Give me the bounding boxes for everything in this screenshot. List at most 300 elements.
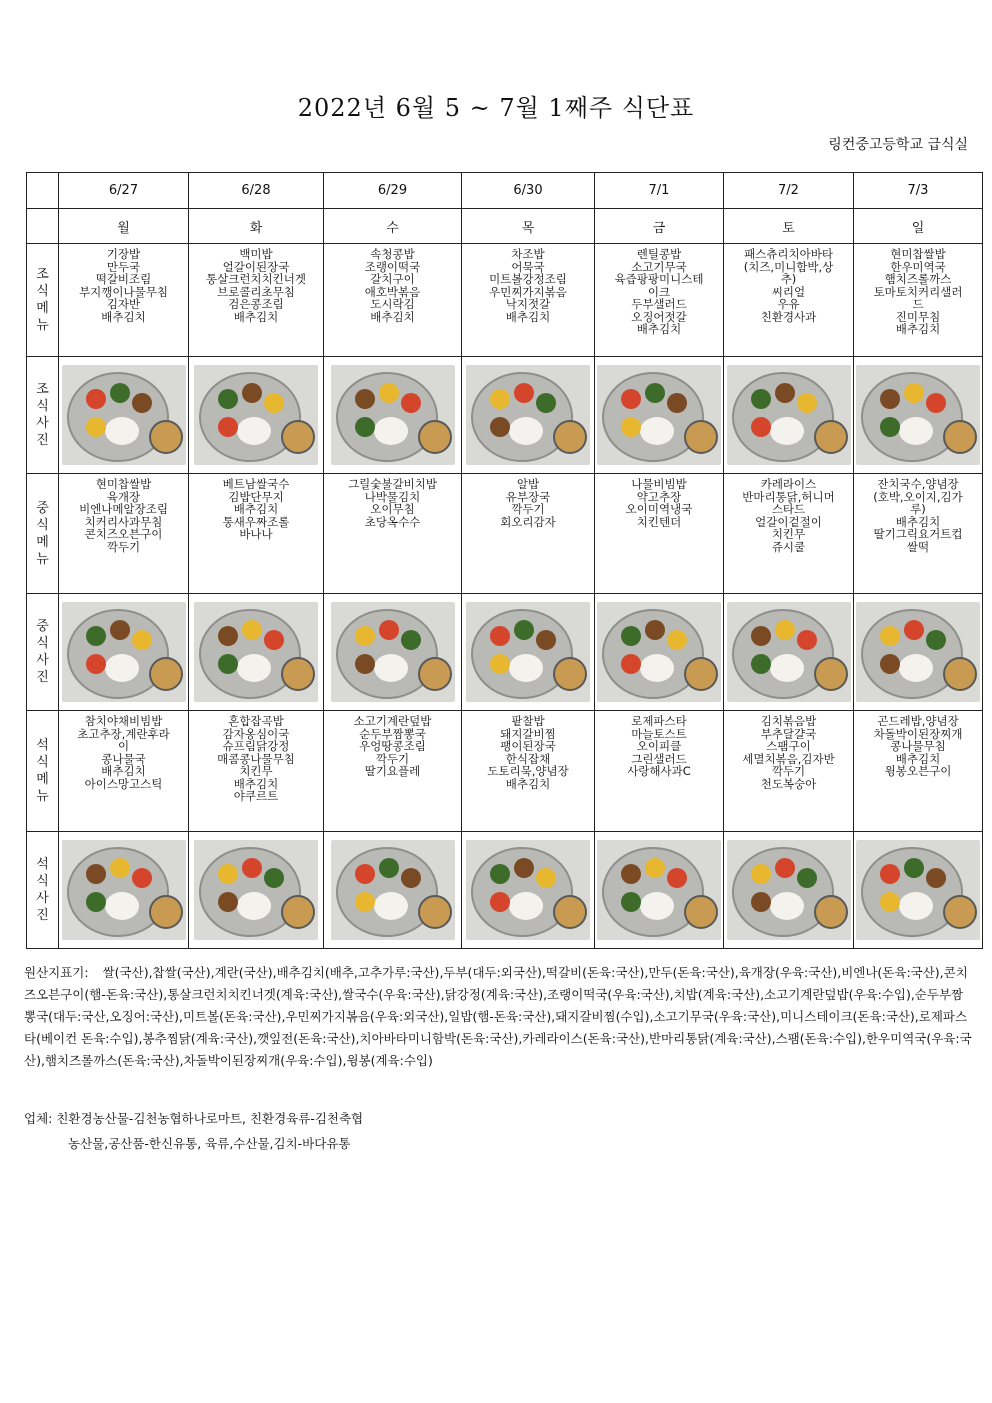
menu-item: 사랑해사과C (627, 765, 691, 778)
side-dish (926, 868, 946, 888)
menu-item: 추) (780, 273, 797, 286)
menu-item: (호박,오이지,김가 (873, 490, 963, 503)
rice-portion (509, 654, 543, 682)
side-dish (490, 626, 510, 646)
menu-item: 우유 (777, 298, 800, 311)
side-dish (751, 389, 771, 409)
menu-item: 그릴숯불갈비치밥 (348, 478, 437, 491)
lunch-menu-cell (595, 474, 724, 594)
menu-item: 곤드레밥,양념장 (877, 715, 959, 728)
side-dish (132, 393, 152, 413)
menu-item: 떡갈비조림 (95, 273, 152, 286)
row-label-char: 조 (36, 382, 49, 397)
meal-photo (727, 840, 851, 940)
side-dish (110, 858, 130, 878)
vendor-line-2: 농산물,공산품-한신유통, 육류,수산물,김치-바다유통 (68, 1136, 351, 1151)
menu-item: 김밥단무지 (228, 490, 284, 503)
lunch-photo-cell (189, 594, 324, 711)
menu-item: 팥찰밥 (511, 715, 545, 728)
menu-item: 도토리묵,양념장 (487, 765, 569, 778)
rice-portion (237, 892, 271, 920)
lunch-photo-cell (59, 594, 189, 711)
menu-item: 나박물김치 (364, 490, 421, 503)
menu-item: 한식잡채 (505, 752, 551, 765)
menu-item: 애호박볶음 (364, 285, 421, 298)
meal-photo (597, 602, 721, 702)
side-dish (490, 654, 510, 674)
menu-item: 오이미역냉국 (625, 503, 693, 516)
breakfast-menu-cell (189, 244, 324, 357)
row-label-char: 사 (36, 416, 49, 431)
side-dish (264, 393, 284, 413)
menu-item: 차돌박이된장찌개 (873, 727, 963, 740)
rice-portion (105, 654, 139, 682)
menu-item: 깍두기 (375, 752, 410, 765)
page-title: 2022년 6월 5 ~ 7월 1째주 식단표 (297, 94, 695, 122)
menu-item: 딸기요플레 (364, 765, 421, 778)
lunch-menu-cell (462, 474, 595, 594)
soup-bowl (815, 896, 847, 928)
dinner-photo-cell (189, 832, 324, 949)
day-cell: 월 (59, 209, 189, 244)
meal-photo-frame (194, 365, 318, 465)
side-dish (514, 383, 534, 403)
meal-photo (856, 365, 980, 465)
menu-item: 오이피클 (636, 740, 682, 753)
meal-photo (466, 602, 590, 702)
side-dish (751, 417, 771, 437)
corner-cell (27, 173, 59, 209)
menu-item: 배추김치 (505, 777, 551, 790)
meal-photo (62, 365, 186, 465)
side-dish (797, 393, 817, 413)
meal-photo-frame (597, 602, 721, 702)
rice-portion (640, 417, 674, 445)
rice-portion (770, 654, 804, 682)
menu-item: 윙봉오븐구이 (884, 765, 952, 778)
side-dish (880, 892, 900, 912)
date-cell: 6/28 (189, 173, 324, 209)
menu-item: 얼갈이겉절이 (755, 515, 822, 528)
menu-item: 브로콜리초무침 (217, 285, 295, 298)
side-dish (355, 864, 375, 884)
side-dish (355, 389, 375, 409)
school-name: 링컨중고등학교 급식실 (828, 137, 968, 153)
lunch-menu-cell (189, 474, 324, 594)
menu-item: 차조밥 (511, 248, 545, 261)
meal-photo (331, 365, 455, 465)
day-cell: 목 (462, 209, 595, 244)
breakfast-photo-cell (724, 357, 854, 474)
rice-portion (899, 892, 933, 920)
menu-item: 약고추장 (636, 490, 682, 503)
dinner-photo-cell (595, 832, 724, 949)
menu-item: 두부샐러드 (631, 298, 687, 311)
meal-photo-frame (727, 365, 851, 465)
row-label-char: 메 (36, 301, 49, 316)
meal-photo (597, 840, 721, 940)
menu-item: 딸기그릭요거트컵 (873, 528, 963, 541)
side-dish (355, 417, 375, 437)
menu-item: 배추김치 (101, 765, 146, 778)
row-label-char: 뉴 (36, 789, 49, 804)
menu-item: 통새우짜조롤 (222, 515, 290, 528)
menu-item: 로제파스타 (631, 715, 687, 728)
meal-photo-frame (727, 840, 851, 940)
breakfast-photo-label (27, 357, 59, 474)
meal-photo (466, 365, 590, 465)
side-dish (621, 626, 641, 646)
side-dish (86, 892, 106, 912)
menu-item: 기장밥 (106, 248, 141, 261)
breakfast-photo-cell (324, 357, 462, 474)
side-dish (880, 654, 900, 674)
side-dish (132, 868, 152, 888)
side-dish (645, 620, 665, 640)
side-dish (751, 864, 771, 884)
side-dish (86, 654, 106, 674)
menu-item: 배추김치 (233, 503, 279, 516)
rice-portion (374, 654, 408, 682)
side-dish (379, 383, 399, 403)
menu-item: 오징어젓갈 (631, 310, 687, 323)
menu-item: 친환경사과 (760, 310, 817, 323)
side-dish (490, 864, 510, 884)
meal-photo-frame (856, 602, 980, 702)
menu-item: 낙지젓갈 (505, 298, 551, 311)
side-dish (401, 630, 421, 650)
meal-photo-frame (194, 840, 318, 940)
menu-item: 나물비빔밥 (631, 478, 687, 491)
row-label-char: 사 (36, 653, 49, 668)
menu-item: 드 (912, 298, 924, 311)
soup-bowl (150, 421, 182, 453)
side-dish (926, 630, 946, 650)
dinner-photo-cell (854, 832, 983, 949)
rice-portion (770, 417, 804, 445)
menu-item: 카레라이스 (760, 478, 817, 491)
meal-photo (62, 840, 186, 940)
menu-item: 토마토치커리샐러 (873, 285, 963, 298)
soup-bowl (554, 896, 586, 928)
menu-item: 초당옥수수 (364, 515, 421, 528)
side-dish (751, 654, 771, 674)
breakfast-photo-cell (462, 357, 595, 474)
lunch-photo-cell (595, 594, 724, 711)
meal-photo (466, 840, 590, 940)
dinner-menu-row (27, 711, 983, 832)
menu-item: 씨리얼 (771, 285, 806, 298)
menu-item: 도시락김 (370, 298, 415, 311)
meal-photo (727, 365, 851, 465)
breakfast-photo-cell (854, 357, 983, 474)
side-dish (621, 892, 641, 912)
dinner-menu-cell (724, 711, 854, 832)
side-dish (218, 654, 238, 674)
side-dish (401, 393, 421, 413)
side-dish (379, 620, 399, 640)
menu-item: 우민찌가지볶음 (489, 285, 567, 298)
meal-photo-frame (466, 365, 590, 465)
menu-item: 초고추장,계란후라 (77, 727, 170, 740)
soup-bowl (282, 896, 314, 928)
menu-item: 속청콩밥 (370, 248, 415, 261)
menu-item: 햄치즈롤까스 (884, 273, 952, 286)
menu-item: 깍두기 (511, 503, 545, 516)
breakfast-menu-cell (854, 244, 983, 357)
day-cell: 수 (324, 209, 462, 244)
side-dish (264, 630, 284, 650)
soup-bowl (685, 421, 717, 453)
meal-photo-frame (597, 365, 721, 465)
dinner-photo-label (27, 832, 59, 949)
menu-item: 스타드 (771, 503, 806, 516)
menu-item: 육개장 (106, 490, 141, 503)
row-label-char: 진 (36, 670, 49, 685)
menu-item: 현미찹쌀밥 (95, 478, 152, 491)
menu-item: 반마리통닭,허니머 (742, 490, 835, 503)
side-dish (86, 389, 106, 409)
side-dish (667, 393, 687, 413)
side-dish (536, 393, 556, 413)
side-dish (490, 417, 510, 437)
side-dish (86, 417, 106, 437)
menu-item: 야쿠르트 (233, 790, 279, 803)
meal-photo-frame (727, 602, 851, 702)
day-cell: 일 (854, 209, 983, 244)
menu-item: 비엔나메알장조림 (79, 503, 168, 516)
breakfast-menu-cell (724, 244, 854, 357)
side-dish (775, 858, 795, 878)
breakfast-menu-label (27, 244, 59, 357)
rice-portion (374, 417, 408, 445)
side-dish (667, 630, 687, 650)
side-dish (775, 383, 795, 403)
side-dish (218, 417, 238, 437)
menu-item: 김치볶음밥 (760, 715, 817, 728)
meal-photo (331, 840, 455, 940)
day-cell: 금 (595, 209, 724, 244)
meal-photo-frame (62, 602, 186, 702)
dinner-menu-label (27, 711, 59, 832)
side-dish (880, 389, 900, 409)
rice-portion (374, 892, 408, 920)
dinner-photo-cell (462, 832, 595, 949)
side-dish (667, 868, 687, 888)
side-dish (880, 626, 900, 646)
vendor-label: 업체: (24, 1111, 53, 1126)
menu-item: 우엉땅콩조림 (359, 740, 426, 753)
menu-item: 백미밥 (239, 248, 273, 261)
origin-info (24, 962, 972, 1072)
soup-bowl (944, 658, 976, 690)
meal-photo-frame (466, 602, 590, 702)
side-dish (218, 864, 238, 884)
side-dish (514, 620, 534, 640)
menu-item: 돼지갈비찜 (500, 727, 556, 740)
vendor-info (24, 1106, 363, 1156)
menu-item: 소고기무국 (631, 260, 687, 273)
menu-item: 갈치구이 (370, 273, 415, 286)
rice-portion (509, 892, 543, 920)
soup-bowl (150, 658, 182, 690)
side-dish (880, 864, 900, 884)
menu-item: 배추김치 (895, 515, 941, 528)
rice-portion (899, 417, 933, 445)
dinner-menu-cell (462, 711, 595, 832)
breakfast-menu-cell (59, 244, 189, 357)
side-dish (242, 620, 262, 640)
date-cell: 6/27 (59, 173, 189, 209)
side-dish (110, 620, 130, 640)
breakfast-photo-cell (595, 357, 724, 474)
dinner-photo-cell (724, 832, 854, 949)
side-dish (880, 417, 900, 437)
meal-photo (194, 840, 318, 940)
row-label-char: 식 (36, 636, 49, 651)
menu-item: 쥬시쿨 (771, 540, 806, 553)
menu-item: 치킨무 (239, 765, 273, 778)
row-label-char: 메 (36, 534, 49, 550)
rice-portion (640, 654, 674, 682)
breakfast-photo-cell (59, 357, 189, 474)
menu-item: 슈프림닭강정 (222, 740, 290, 753)
meal-photo-frame (62, 840, 186, 940)
menu-item: 이크 (647, 285, 671, 298)
breakfast-photo-cell (189, 357, 324, 474)
date-cell: 6/30 (462, 173, 595, 209)
side-dish (904, 620, 924, 640)
side-dish (797, 868, 817, 888)
soup-bowl (554, 421, 586, 453)
corner-cell (27, 209, 59, 244)
menu-item: 배추김치 (370, 310, 415, 323)
menu-item: 바나나 (239, 528, 273, 541)
day-cell: 토 (724, 209, 854, 244)
row-label-char: 중 (36, 619, 49, 634)
menu-item: 스팸구이 (766, 740, 811, 753)
soup-bowl (685, 658, 717, 690)
side-dish (264, 868, 284, 888)
menu-item: 매콤콩나물무침 (217, 752, 295, 765)
side-dish (514, 858, 534, 878)
meal-photo (194, 365, 318, 465)
menu-item: 혼합잡곡밥 (228, 715, 284, 728)
rice-portion (105, 892, 139, 920)
row-label-char: 사 (36, 891, 49, 906)
menu-item: 김자반 (106, 298, 141, 311)
meal-photo (597, 365, 721, 465)
lunch-photo-cell (324, 594, 462, 711)
row-label-char: 식 (36, 874, 49, 889)
side-dish (536, 868, 556, 888)
side-dish (645, 858, 665, 878)
row-label-char: 식 (36, 517, 49, 533)
side-dish (621, 389, 641, 409)
side-dish (621, 417, 641, 437)
side-dish (797, 630, 817, 650)
row-label-char: 식 (36, 284, 49, 299)
lunch-photo-row (27, 594, 983, 711)
dinner-menu-cell (189, 711, 324, 832)
menu-item: 깍두기 (106, 540, 141, 553)
dinner-menu-cell (324, 711, 462, 832)
menu-item: 배추김치 (895, 323, 941, 336)
dinner-menu-cell (595, 711, 724, 832)
rice-portion (509, 417, 543, 445)
dinner-photo-row (27, 832, 983, 949)
soup-bowl (685, 896, 717, 928)
menu-item: 팽이된장국 (500, 740, 556, 753)
side-dish (218, 892, 238, 912)
menu-item: 베트남쌀국수 (222, 478, 290, 491)
row-label-char: 식 (36, 399, 49, 414)
date-row (27, 173, 983, 209)
menu-item: 한우미역국 (890, 260, 946, 273)
soup-bowl (944, 896, 976, 928)
side-dish (242, 858, 262, 878)
dinner-menu-cell (59, 711, 189, 832)
side-dish (904, 858, 924, 878)
lunch-menu-label (27, 474, 59, 594)
row-label-char: 뉴 (36, 318, 49, 333)
menu-item: 배추김치 (636, 323, 682, 336)
soup-bowl (419, 896, 451, 928)
soup-bowl (815, 658, 847, 690)
side-dish (401, 868, 421, 888)
side-dish (218, 389, 238, 409)
date-cell: 7/2 (724, 173, 854, 209)
meal-photo-frame (62, 365, 186, 465)
menu-item: 배추김치 (505, 310, 551, 323)
side-dish (904, 383, 924, 403)
side-dish (490, 389, 510, 409)
menu-item: 검은콩조림 (228, 298, 284, 311)
menu-item: 치킨무 (771, 528, 806, 541)
side-dish (110, 383, 130, 403)
row-label-char: 뉴 (36, 551, 49, 567)
menu-item: 치킨텐더 (636, 515, 682, 528)
side-dish (775, 620, 795, 640)
menu-item: 천도복숭아 (760, 777, 817, 790)
menu-item: (치즈,미니함박,상 (743, 260, 834, 273)
menu-item: 유부장국 (505, 490, 551, 503)
menu-item: 얼갈이된장국 (222, 260, 290, 273)
menu-item: 어묵국 (511, 260, 545, 273)
menu-item: 렌틸콩밥 (636, 248, 682, 261)
menu-item: 세멸치볶음,김자반 (742, 752, 835, 765)
row-label-char: 식 (36, 755, 49, 770)
meal-photo-frame (856, 840, 980, 940)
menu-item: 콩나물무침 (890, 740, 946, 753)
meal-photo (856, 602, 980, 702)
soup-bowl (815, 421, 847, 453)
side-dish (355, 626, 375, 646)
side-dish (242, 383, 262, 403)
breakfast-menu-cell (462, 244, 595, 357)
lunch-photo-label (27, 594, 59, 711)
row-label-char: 중 (36, 500, 49, 516)
lunch-photo-cell (724, 594, 854, 711)
side-dish (355, 892, 375, 912)
side-dish (536, 630, 556, 650)
side-dish (379, 858, 399, 878)
menu-item: 배추김치 (233, 777, 279, 790)
day-row (27, 209, 983, 244)
meal-photo-frame (597, 840, 721, 940)
meal-photo-frame (466, 840, 590, 940)
dinner-photo-cell (324, 832, 462, 949)
